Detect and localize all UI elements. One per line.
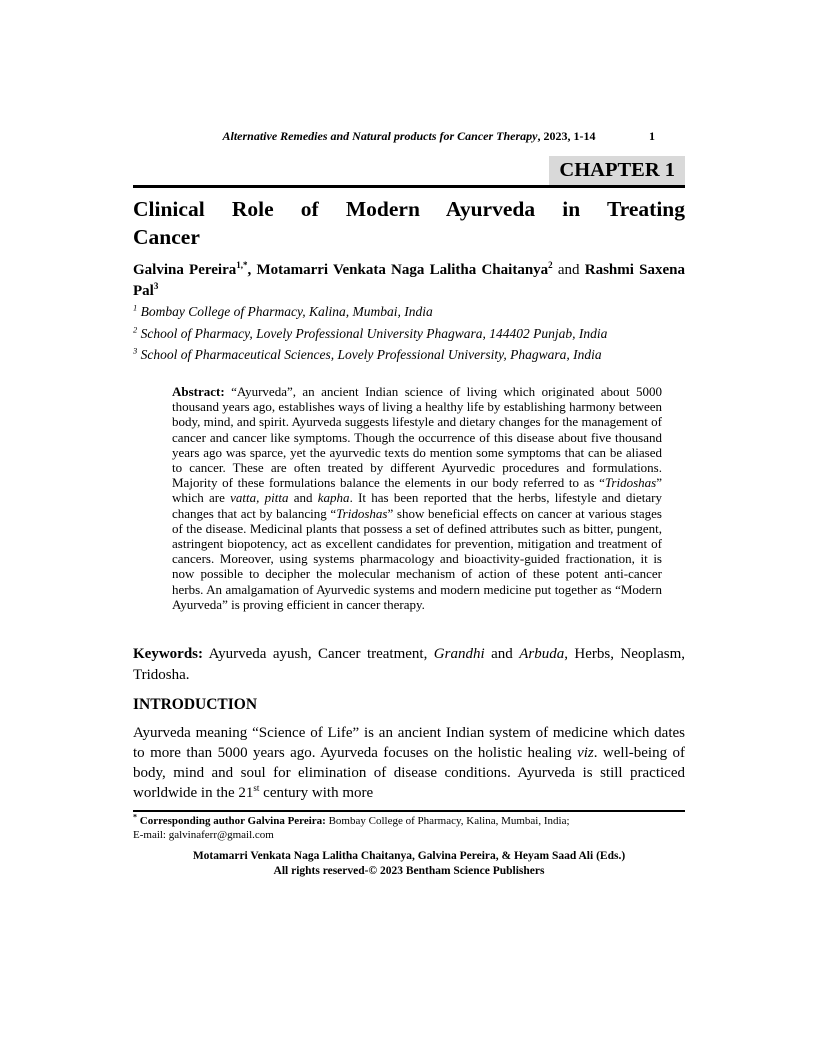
abstract-label: Abstract: [172, 384, 225, 399]
authors-conjunction: and [552, 262, 585, 278]
affiliation-1 [133, 301, 685, 323]
footnote-divider [133, 810, 685, 812]
affiliation-2-text: School of Pharmacy, Lovely Professional University Phagwara, 144402 Punjab, India [137, 325, 608, 341]
authors-separator: , [247, 262, 257, 278]
keywords-text-segment: Ayurveda ayush, Cancer treatment, [203, 646, 434, 662]
book-footer [133, 849, 685, 878]
affiliation-3-text: School of Pharmaceutical Sciences, Lovely Professional University, Phagwara, India [137, 347, 602, 362]
keywords-text-segment: , Herbs, Neoplasm, Tridosha. [133, 646, 685, 683]
affiliation-1-superscript: 1 [133, 302, 138, 313]
keywords-paragraph [133, 644, 685, 685]
introduction-heading: INTRODUCTION [133, 696, 258, 713]
introduction-term-viz: viz [577, 745, 594, 761]
abstract-text-segment: “Ayurveda”, an ancient Indian science of living which originated about 5000 thousand years ago, establishes ways of living a healthy life by establishing harmony between body, mind, and spirit. Ayurveda suggests lifestyle and dietary changes for the management of cancer and cancer like symptoms. Though the occurrence of this disease about five thousand years ago was sparce, yet the ayurvedic texts do mention some symptoms that can be aliased to cancer. These are often treated by different Ayurvedic procedures and formulations. Majority of these formulations balance the elements in our body referred to as “ [172, 384, 662, 491]
footnote-asterisk: * [133, 812, 137, 822]
chapter-title-line2: Cancer [133, 225, 200, 249]
journal-title: Alternative Remedies and Natural products for Cancer Therapy [222, 129, 538, 143]
chapter-title-line1: Clinical Role of Modern Ayurveda in Treating [133, 197, 685, 221]
abstract-text-segment: ” which are [172, 475, 662, 506]
corresponding-author-note [133, 812, 685, 842]
header-page-number: 1 [649, 129, 655, 143]
authors-line [133, 260, 685, 302]
abstract-term-tridoshas: Tridoshas [336, 505, 388, 521]
abstract-text-segment: . It has been reported that the herbs, lifestyle and dietary changes that act by balancing “ [172, 490, 662, 521]
footnote-line1 [133, 812, 685, 829]
footnote-email-line: E-mail: galvinaferr@gmail.com [133, 828, 274, 841]
journal-citation [223, 129, 596, 143]
footnote-label: Corresponding author Galvina Pereira: [137, 815, 326, 827]
keywords-text-segment: and [484, 646, 520, 662]
keywords-label: Keywords: [133, 646, 203, 662]
chapter-badge: CHAPTER 1 [549, 156, 685, 188]
keyword-grandhi: Grandhi [433, 646, 485, 662]
affiliation-2 [133, 323, 685, 345]
keyword-arbuda: Arbuda [519, 646, 565, 662]
author-1-name: Galvina Pereira [133, 262, 237, 278]
introduction-text-segment: Ayurveda meaning “Science of Life” is an ancient Indian system of medicine which dates to more than 5000 years ago. Ayurveda focuses on the holistic healing [133, 725, 685, 761]
abstract-text-segment: and [288, 490, 318, 506]
author-3-superscript: 3 [153, 281, 159, 291]
affiliation-3-superscript: 3 [133, 345, 138, 356]
footer-editors-line: Motamarri Venkata Naga Lalitha Chaitanya, Galvina Pereira, & Heyam Saad Ali (Eds.) [192, 850, 626, 862]
author-1-superscript: 1,* [236, 260, 248, 270]
introduction-text-segment: century with more [259, 785, 374, 801]
journal-year-pages: , 2023, 1-14 [537, 129, 596, 143]
abstract-term-vatta-pitta: vatta, pitta [230, 490, 289, 506]
affiliation-2-superscript: 2 [133, 324, 138, 334]
page-header [133, 129, 685, 144]
affiliation-1-text: Bombay College of Pharmacy, Kalina, Mumbai, India [137, 304, 433, 319]
introduction-ordinal-superscript: st [253, 783, 260, 793]
author-3-name: Rashmi Saxena Pal [133, 262, 685, 299]
abstract-block [172, 384, 662, 612]
abstract-term-tridoshas: Tridoshas [604, 475, 657, 491]
chapter-title [133, 195, 685, 251]
introduction-text-segment: . well-being of body, mind and soul for elimination of disease conditions. Ayurveda is still practiced worldwide in the 21 [133, 745, 685, 801]
footnote-affiliation-text: Bombay College of Pharmacy, Kalina, Mumbai, India; [325, 815, 570, 827]
footer-copyright-line: All rights reserved-© 2023 Bentham Science Publishers [273, 864, 545, 877]
author-2-superscript: 2 [548, 260, 553, 270]
affiliation-3 [133, 344, 685, 366]
abstract-term-kapha: kapha [317, 490, 350, 506]
chapter-rule-divider [133, 185, 685, 188]
introduction-paragraph [133, 723, 685, 803]
affiliations-list [133, 301, 685, 366]
author-2-name: Motamarri Venkata Naga Lalitha Chaitanya [256, 262, 549, 278]
abstract-text-segment: ” show beneficial effects on cancer at various stages of the disease. Medicinal plants that possess a set of defined attributes such as bitter, pungent, astringent biopotency, act as excellent candidates for prevention, mitigation and treatment of cancers. Moreover, using systems pharmacology and bioactivity-guided fractionation, it is now possible to decipher the molecular mechanism of action of these potent anti-cancer herbs. An amalgamation of Ayurvedic systems and modern medicine put together as “Modern Ayurveda” is proving efficient in cancer therapy. [172, 505, 662, 612]
